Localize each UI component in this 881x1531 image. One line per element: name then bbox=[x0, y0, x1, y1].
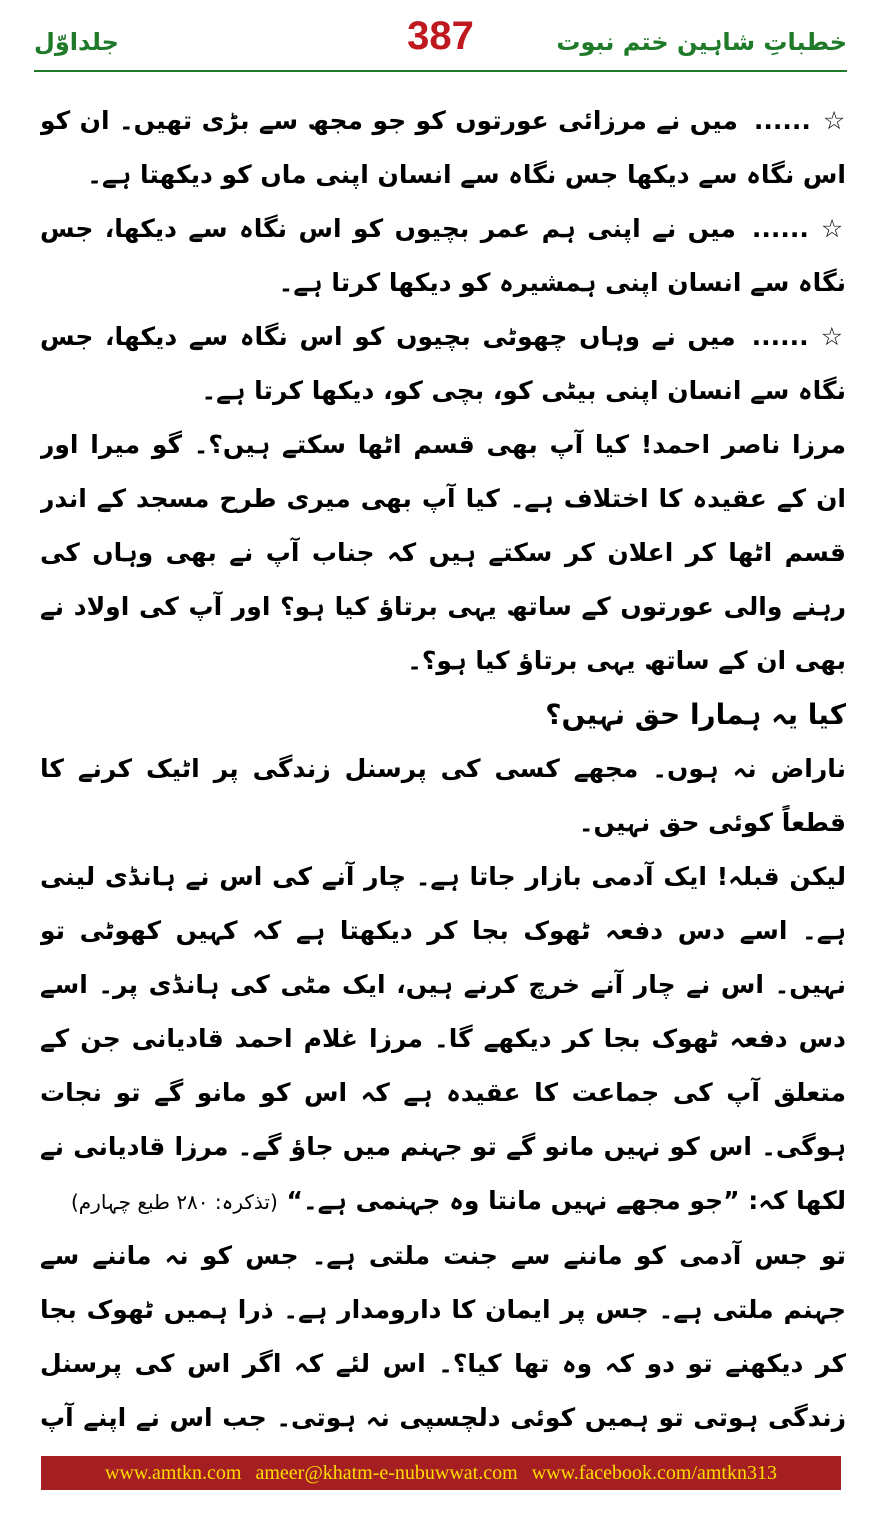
star-icon: ☆ bbox=[820, 322, 846, 351]
volume-label: جلداوّل bbox=[34, 28, 119, 56]
star-icon: ☆ bbox=[822, 106, 846, 135]
section-heading: کیا یہ ہمارا حق نہیں؟ bbox=[545, 698, 846, 731]
paragraph-text: لیکن قبلہ! ایک آدمی بازار جاتا ہے۔ چار آنے کی اس نے ہانڈی لینی ہے۔ اسے دس دفعہ ٹھوک بجا کر دیکھتا ہے کہ کہیں کھوٹی تو نہیں۔ اس نے چار آنے خرچ کرنے ہیں، ایک مٹی کی ہانڈی پر۔ اسے دس دفعہ ٹھوک بجا کر دیکھے گا۔ مرزا غلام احمد قادیانی جن کے متعلق آپ کی جماعت کا عقیدہ ہے کہ اس کو مانو گے تو نجات ہوگی۔ اس کو نہیں مانو گے تو جہنم میں جاؤ گے۔ مرزا قادیانی نے لکھا کہ: ”جو مجھے نہیں مانتا وہ جہنمی ہے۔“ bbox=[40, 862, 846, 1215]
footer-bar bbox=[41, 1456, 841, 1490]
bullet-text: میں نے مرزائی عورتوں کو جو مجھ سے بڑی تھیں۔ ان کو اس نگاہ سے دیکھا جس نگاہ سے انسان اپنی ماں کو دیکھتا ہے۔ bbox=[40, 106, 846, 189]
header-divider bbox=[34, 70, 847, 72]
bullet-item bbox=[40, 202, 846, 310]
bullet-item bbox=[40, 310, 846, 418]
bullet-dots: ...... bbox=[751, 322, 809, 351]
star-icon: ☆ bbox=[820, 214, 846, 243]
footer-website-link[interactable]: www.amtkn.com bbox=[105, 1461, 242, 1484]
bullet-dots: ...... bbox=[753, 106, 811, 135]
bullet-dots: ...... bbox=[751, 214, 809, 243]
page-header bbox=[34, 14, 847, 68]
book-title: خطباتِ شاہین ختم نبوت bbox=[556, 28, 847, 56]
page-number: 387 bbox=[407, 14, 474, 58]
bullet-item bbox=[40, 94, 846, 202]
paragraph: تو جس آدمی کو ماننے سے جنت ملتی ہے۔ جس کو نہ ماننے سے جہنم ملتی ہے۔ جس پر ایمان کا دارومدار ہے۔ ذرا ہمیں ٹھوک بجا کر دیکھنے تو دو کہ وہ تھا کیا؟۔ اس لئے کہ اگر اس کی پرسنل زندگی ہوتی تو ہمیں کوئی دلچسپی نہ ہوتی۔ جب اس نے اپنے آپ bbox=[40, 1241, 846, 1432]
page-body bbox=[40, 94, 846, 1434]
bullet-text: میں نے اپنی ہم عمر بچیوں کو اس نگاہ سے دیکھا، جس نگاہ سے انسان اپنی ہمشیرہ کو دیکھا کرتا ہے۔ bbox=[40, 214, 846, 297]
paragraph bbox=[40, 850, 846, 1229]
paragraph: ناراض نہ ہوں۔ مجھے کسی کی پرسنل زندگی پر اٹیک کرنے کا قطعاً کوئی حق نہیں۔ bbox=[40, 754, 846, 837]
paragraph: مرزا ناصر احمد! کیا آپ بھی قسم اٹھا سکتے ہیں؟۔ گو میرا اور ان کے عقیدہ کا اختلاف ہے۔ کیا آپ بھی میری طرح مسجد کے اندر قسم اٹھا کر اعلان کر سکتے ہیں کہ جناب آپ نے بھی وہاں کی رہنے والی عورتوں کے ساتھ یہی برتاؤ کیا ہو؟ اور آپ کی اولاد نے بھی ان کے ساتھ یہی برتاؤ کیا ہو؟۔ bbox=[40, 430, 846, 675]
reference-citation: (تذکرہ: ۲۸۰ طبع چہارم) bbox=[70, 1190, 278, 1214]
footer-facebook-link[interactable]: www.facebook.com/amtkn313 bbox=[531, 1461, 777, 1484]
bullet-text: میں نے وہاں چھوٹی بچیوں کو اس نگاہ سے دیکھا، جس نگاہ سے انسان اپنی بیٹی کو، بچی کو، دیکھا کرتا ہے۔ bbox=[40, 322, 846, 405]
footer-email-link[interactable]: ameer@khatm-e-nubuwwat.com bbox=[255, 1461, 518, 1484]
